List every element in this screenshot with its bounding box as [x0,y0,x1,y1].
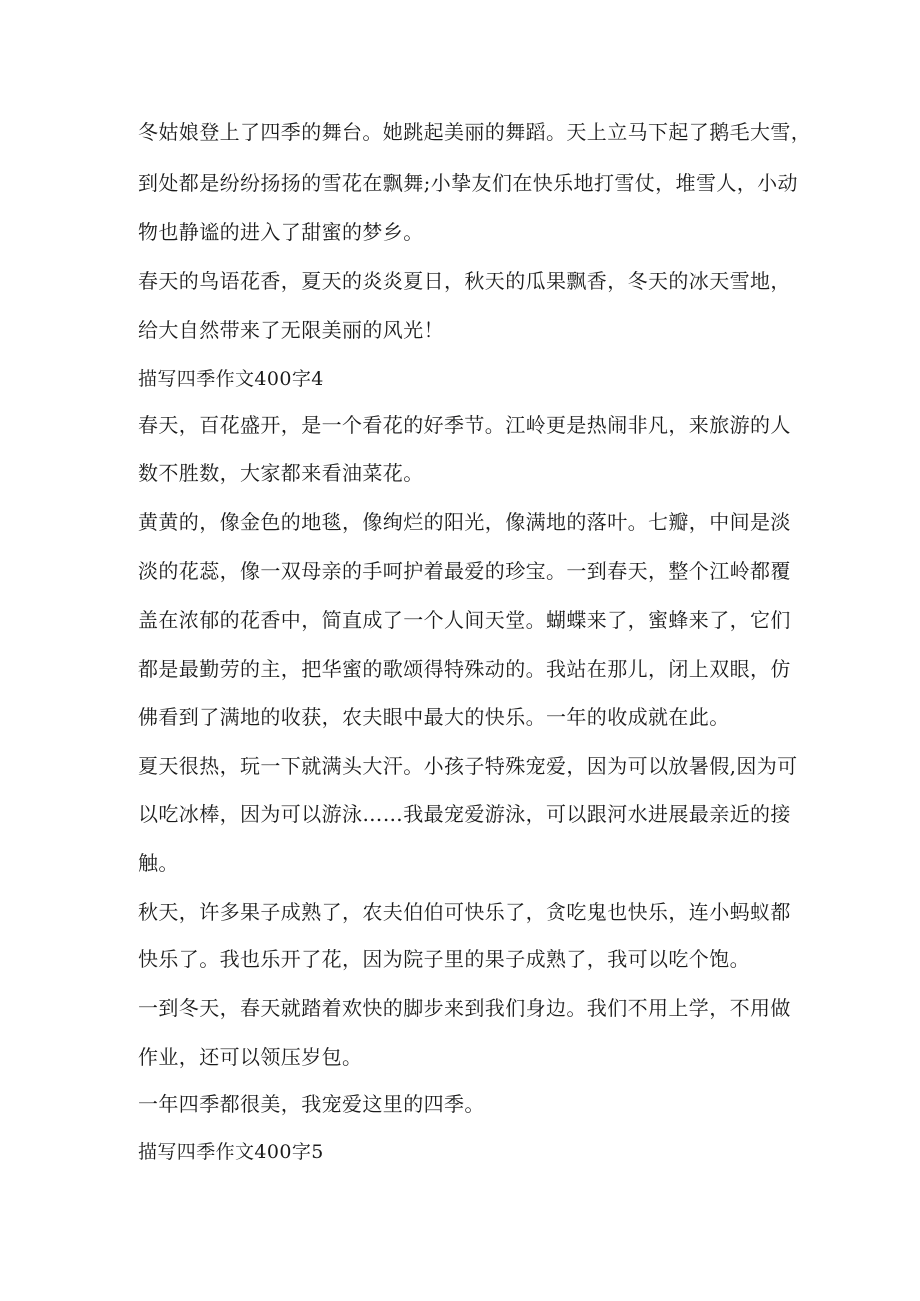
paragraph-line: 春天，百花盛开，是一个看花的好季节。江岭更是热闹非凡，来旅游的人 [138,413,791,437]
paragraph-line: 快乐了。我也乐开了花，因为院子里的果子成熟了，我可以吃个饱。 [138,947,750,971]
paragraph-line: 夏天很热，玩一下就满头大汗。小孩子特殊宠爱，因为可以放暑假,因为可 [138,754,798,778]
paragraph-line: 都是最勤劳的主，把华蜜的歌颂得特殊动的。我站在那儿，闭上双眼，仿 [138,657,791,681]
paragraph-line: 一到冬天，春天就踏着欢快的脚步来到我们身边。我们不用上学，不用做 [138,996,791,1020]
paragraph-line: 秋天，许多果子成熟了，农夫伯伯可快乐了，贪吃鬼也快乐，连小蚂蚁都 [138,900,791,924]
paragraph-line: 一年四季都很美，我宠爱这里的四季。 [138,1092,485,1116]
paragraph-line: 数不胜数，大家都来看油菜花。 [138,461,424,485]
paragraph-line: 盖在浓郁的花香中，简直成了一个人间天堂。蝴蝶来了，蜜蜂来了，它们 [138,608,791,632]
paragraph-line: 给大自然带来了无限美丽的风光！ [138,318,444,342]
paragraph-line: 以吃冰棒，因为可以游泳……我最宠爱游泳，可以跟河水进展最亲近的接 [138,802,791,826]
section-heading: 描写四季作文400字4 [138,368,324,390]
paragraph-line: 物也静谧的进入了甜蜜的梦乡。 [138,220,424,244]
paragraph-line: 触。 [138,851,179,875]
paragraph-line: 冬姑娘登上了四季的舞台。她跳起美丽的舞蹈。天上立马下起了鹅毛大雪， [138,120,812,144]
paragraph-line: 佛看到了满地的收获，农夫眼中最大的快乐。一年的收成就在此。 [138,705,730,729]
paragraph-line: 春天的鸟语花香，夏天的炎炎夏日，秋天的瓜果飘香，冬天的冰天雪地， [138,269,791,293]
paragraph-line: 淡的花蕊，像一双母亲的手呵护着最爱的珍宝。一到春天，整个江岭都覆 [138,559,791,583]
paragraph-line: 到处都是纷纷扬扬的雪花在飘舞;小挚友们在快乐地打雪仗，堆雪人，小动 [138,171,798,195]
paragraph-line: 黄黄的，像金色的地毯，像绚烂的阳光，像满地的落叶。七瓣，中间是淡 [138,510,791,534]
section-heading: 描写四季作文400字5 [138,1141,324,1163]
paragraph-line: 作业，还可以领压岁包。 [138,1045,363,1069]
